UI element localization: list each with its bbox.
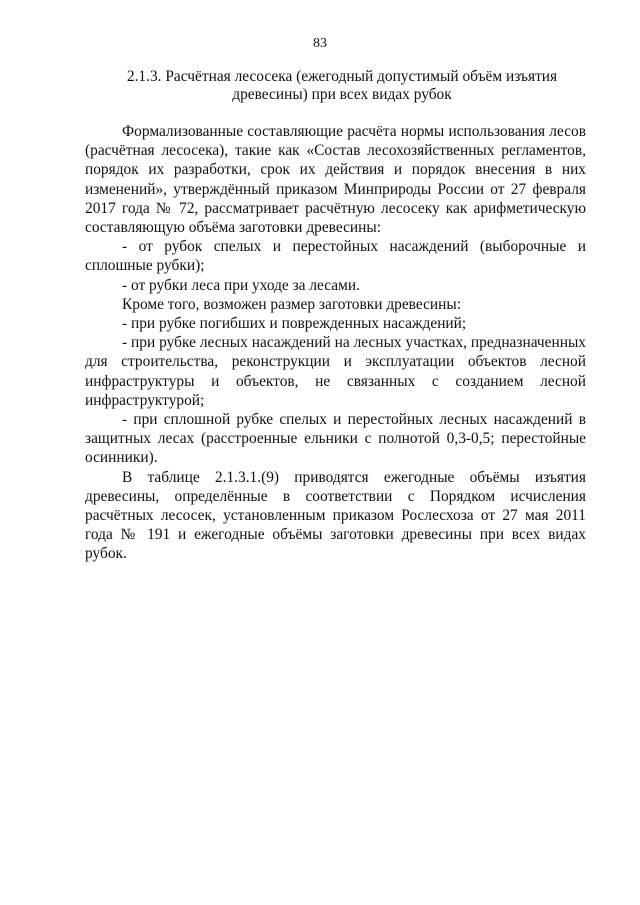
section-heading: 2.1.3. Расчётная лесосека (ежегодный допустимый объём изъятия древесины) при всех видах рубок <box>126 68 558 103</box>
page-number: 83 <box>313 36 327 51</box>
list-item-care-felling: - от рубки леса при уходе за лесами. <box>122 276 360 294</box>
list-item-protective-forests: - при сплошной рубке спелых и перестойных лесных насаждений в защитных лесах (расстроенные ельники с полнотой 0,3-0,5; перестойные осинники). <box>85 411 586 467</box>
paragraph-table-reference: В таблице 2.1.3.1.(9) приводятся ежегодные объёмы изъятия древесины, определённые в соответствии с Порядком исчисления расчётных лесосек, установленным приказом Рослесхоза от 27 мая 2011 года № 191 и ежегодные объёмы заготовки древесины при всех видах рубок. <box>85 468 586 563</box>
body-text <box>85 122 586 564</box>
list-item-infrastructure: - при рубке лесных насаждений на лесных участках, предназначенных для строительства, реконструкции и эксплуатации объектов лесной инфраструктуры и объектов, не связанных с созданием лесной инфраструктурой; <box>85 334 586 409</box>
list-item-mature-felling: - от рубок спелых и перестойных насаждений (выборочные и сплошные рубки); <box>85 238 586 275</box>
paragraph-additional: Кроме того, возможен размер заготовки древесины: <box>122 295 461 313</box>
paragraph-intro: Формализованные составляющие расчёта нормы использования лесов (расчётная лесосека), такие как «Состав лесохозяйственных регламентов, порядок их разработки, срок их действия и порядок внесения в них изменений», утверждённый приказом Минприроды России от 27 февраля 2017 года № 72, рассматривает расчётную лесосеку как арифметическую составляющую объёма заготовки древесины: <box>85 123 586 237</box>
list-item-dead-stands: - при рубке погибших и поврежденных насаждений; <box>122 315 467 333</box>
